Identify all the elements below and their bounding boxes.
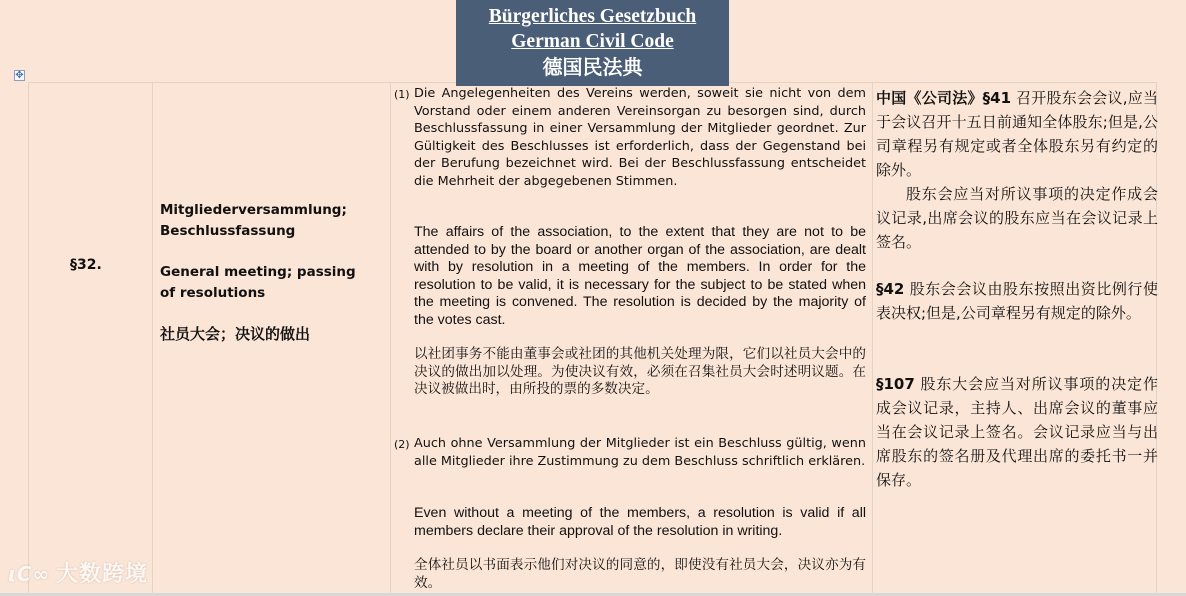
paragraph-text-de: Die Angelegenheiten des Vereins werden, soweit sie nicht von dem Vorstand oder einem anderen Vereinsorgan zu besorgen sind, durch Beschlussfassung in einer Versammlung der Mitglieder geordnet. Zur Gültigkeit des Beschlusses ist erforderlich, dass der Gegenstand bei der Berufung bezeichnet wird. Bei der Beschlussfassung entscheidet die Mehrheit der abgegebenen Stimmen. bbox=[414, 86, 866, 189]
china-law-42-text: 股东会会议由股东按照出资比例行使表决权;但是,公司章程另有规定的除外。 bbox=[876, 280, 1158, 322]
paragraph-number: (2) bbox=[394, 438, 410, 451]
china-law-41-heading: 中国《公司法》§41 bbox=[876, 89, 1012, 107]
paragraph-text-en: Even without a meeting of the members, a resolution is valid if all members declare their approval of the resolution in writing. bbox=[414, 505, 866, 539]
section-title-de: Mitgliederversammlung; Beschlussfassung bbox=[160, 202, 347, 239]
paragraph-text-zh: 全体社员以书面表示他们对决议的同意的，即使没有社员大会，决议亦为有效。 bbox=[414, 557, 866, 591]
section-title-block bbox=[160, 200, 370, 365]
paragraph-number: (1) bbox=[394, 88, 410, 101]
column-divider bbox=[390, 82, 391, 596]
watermark bbox=[8, 557, 148, 588]
section-title-zh: 社员大会；决议的做出 bbox=[160, 325, 311, 343]
paragraph-text-zh: 以社团事务不能由董事会或社团的其他机关处理为限，它们以社员大会中的决议的做出加以处理。为使决议有效，必须在召集社员大会时述明议题。在决议被做出时，由所投的票的多数决定。 bbox=[414, 346, 866, 397]
paragraph-text-de: Auch ohne Versammlung der Mitglieder ist ein Beschluss gültig, wenn alle Mitglieder ihre Zustimmung zu dem Beschluss schriftlich erklären. bbox=[414, 436, 866, 469]
china-law-41-text: 召开股东会会议,应当于会议召开十五日前通知全体股东;但是,公司章程另有规定或者全体股东另有约定的除外。 bbox=[876, 89, 1158, 179]
banner-title-en: German Civil Code bbox=[511, 31, 674, 52]
watermark-text: 大数跨境 bbox=[56, 562, 149, 587]
china-law-107-text: 股东大会应当对所议事项的决定作成会议记录，主持人、出席会议的董事应当在会议记录上签名。会议记录应当与出席股东的签名册及代理出席的委托书一并保存。 bbox=[876, 375, 1158, 489]
china-law-41 bbox=[876, 86, 1158, 254]
paragraph-text-en: The affairs of the association, to the extent that they are not to be attended to by the board or another organ of the association, are dealt with by resolution in a meeting of the members. In order for the resolution to be valid, it is necessary for the subject to be stated when the meeting is convened. The resolution is decided by the majority of the votes cast. bbox=[414, 224, 866, 328]
move-cross-icon[interactable]: ✥ bbox=[15, 70, 24, 81]
banner-title-zh: 德国民法典 bbox=[542, 55, 643, 79]
watermark-logo: ιC∞ bbox=[8, 562, 51, 586]
section-title-en: General meeting; passing of resolutions bbox=[160, 264, 356, 301]
china-law-107 bbox=[876, 372, 1158, 492]
china-law-107-heading: §107 bbox=[876, 375, 915, 393]
column-divider bbox=[28, 82, 29, 596]
column-divider bbox=[152, 82, 153, 596]
china-law-42 bbox=[876, 277, 1158, 325]
china-law-41-indented: 股东会应当对所议事项的决定作成会议记录,出席会议的股东应当在会议记录上签名。 bbox=[876, 185, 1158, 251]
column-divider bbox=[872, 82, 873, 596]
header-banner bbox=[456, 0, 729, 86]
china-law-42-heading: §42 bbox=[876, 280, 905, 298]
banner-title-de: Bürgerliches Gesetzbuch bbox=[488, 6, 697, 27]
section-number: §32. bbox=[70, 257, 102, 273]
